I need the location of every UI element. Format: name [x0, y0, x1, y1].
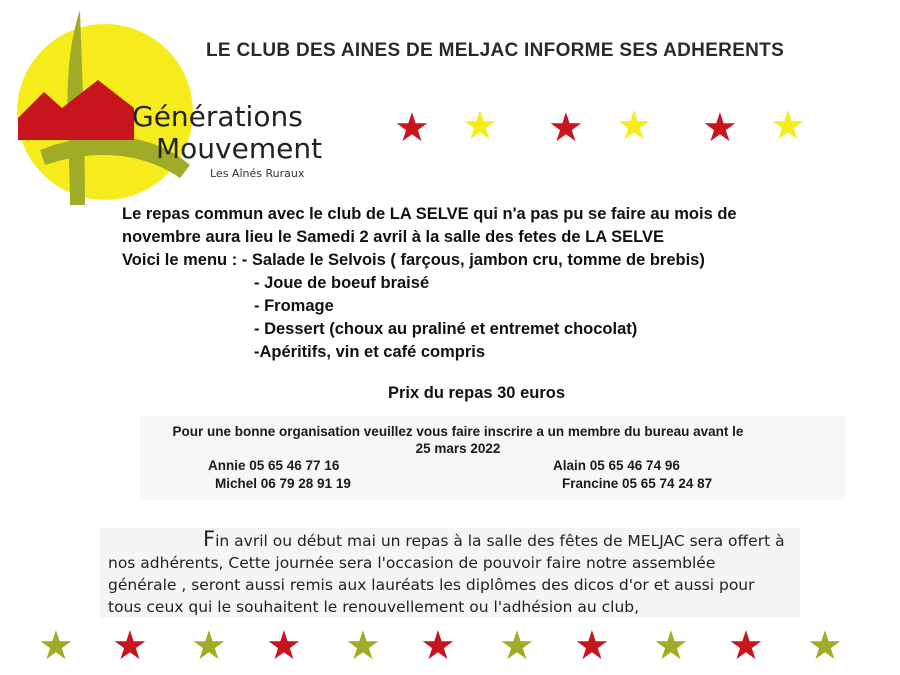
red-star-icon: ★: [394, 106, 430, 150]
menu-item: - Fromage: [254, 297, 334, 315]
yellow-star-icon: ★: [616, 104, 652, 148]
menu-intro: Voici le menu : - Salade le Selvois ( farçous, jambon cru, tomme de brebis): [122, 251, 705, 269]
announcement-line: novembre aura lieu le Samedi 2 avril à la salle des fetes de LA SELVE: [122, 228, 664, 246]
red-star-icon: ★: [702, 106, 738, 150]
generations-mouvement-logo: [0, 0, 340, 210]
contact-francine: Francine 05 65 74 24 87: [562, 476, 713, 491]
olive-star-icon: ★: [191, 624, 227, 668]
logo-line2: Mouvement: [156, 132, 323, 165]
contact-annie: Annie 05 65 46 77 16: [208, 458, 340, 473]
paragraph-line: générale , seront aussi remis aux lauréats les diplômes des dicos d'or et aussi pour: [108, 576, 755, 594]
red-star-icon: ★: [112, 624, 148, 668]
announcement-line: Le repas commun avec le club de LA SELVE qui n'a pas pu se faire au mois de: [122, 205, 737, 223]
contact-michel: Michel 06 79 28 91 19: [215, 476, 351, 491]
red-star-icon: ★: [266, 624, 302, 668]
red-star-icon: ★: [728, 624, 764, 668]
olive-star-icon: ★: [653, 624, 689, 668]
menu-item: -Apéritifs, vin et café compris: [254, 343, 486, 361]
red-star-icon: ★: [574, 624, 610, 668]
drop-cap: F: [203, 527, 216, 551]
red-star-icon: ★: [420, 624, 456, 668]
paragraph-line: tous ceux qui le souhaitent le renouvellement ou l'adhésion au club,: [108, 598, 640, 616]
yellow-star-icon: ★: [462, 104, 498, 148]
contact-alain: Alain 05 65 46 74 96: [553, 458, 680, 473]
booking-line: Pour une bonne organisation veuillez vous faire inscrire a un membre du bureau avant le: [172, 424, 744, 439]
meal-announcement: [122, 203, 737, 364]
logo-line1: Générations: [132, 100, 303, 133]
olive-star-icon: ★: [345, 624, 381, 668]
menu-item: - Dessert (choux au praliné et entremet chocolat): [254, 320, 638, 338]
red-star-icon: ★: [548, 106, 584, 150]
meal-price: Prix du repas 30 euros: [388, 384, 565, 402]
olive-star-icon: ★: [807, 624, 843, 668]
booking-info: [140, 416, 845, 500]
yellow-star-icon: ★: [770, 104, 806, 148]
olive-star-icon: ★: [38, 624, 74, 668]
logo-tagline: Les Aînés Ruraux: [210, 167, 305, 180]
paragraph-line: nos adhérents, Cette journée sera l'occasion de pouvoir faire notre assemblée: [108, 554, 716, 572]
booking-instructions: [148, 423, 768, 457]
booking-deadline: 25 mars 2022: [415, 441, 501, 456]
olive-star-icon: ★: [499, 624, 535, 668]
paragraph-line: in avril ou début mai un repas à la salle des fêtes de MELJAC sera offert à: [215, 532, 785, 550]
menu-item: - Joue de boeuf braisé: [254, 274, 430, 292]
club-header-title: LE CLUB DES AINES DE MELJAC INFORME SES ADHERENTS: [206, 40, 785, 61]
general-assembly-notice: [100, 528, 800, 618]
